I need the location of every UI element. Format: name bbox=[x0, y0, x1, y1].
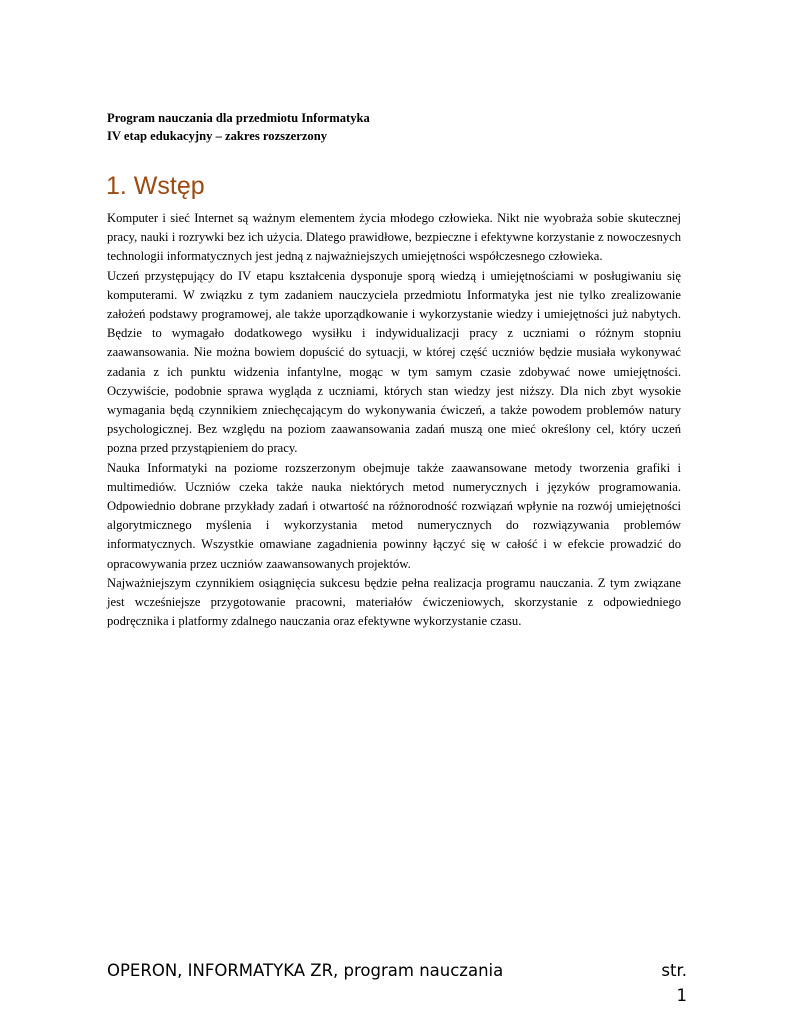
header-subtitle: IV etap edukacyjny – zakres rozszerzony bbox=[107, 128, 328, 143]
page-number: str. 1 bbox=[661, 961, 687, 1005]
paragraph-3: Nauka Informatyki na poziome rozszerzonym obejmuje także zaawansowane metody tworzenia grafiki i multimediów. Uczniów czeka także nauka niektórych metod numerycznych i języków programowania. Odpowiednio dobrane przykłady zadań i otwartość na różnorodność rozwiązań wpłynie na rozwój umiejętności algorytmicznego myślenia i wykorzystania metod numerycznych do rozwiązywania problemów informatycznych. Wszystkie omawiane zagadnienia powinny łączyć się w całość i w efekcie prowadzić do opracowywania przez uczniów zaawansowanych projektów. bbox=[107, 460, 681, 571]
section-heading: 1. Wstęp bbox=[106, 172, 205, 200]
section-body bbox=[107, 209, 681, 631]
paragraph-2: Uczeń przystępujący do IV etapu kształcenia dysponuje sporą wiedzą i umiejętnościami w posługiwaniu się komputerami. W związku z tym zadaniem nauczyciela przedmiotu Informatyka jest nie tylko zrealizowanie założeń podstawy programowej, ale także uporządkowanie i wykorzystanie wiedzy i umiejętności już nabytych. Będzie to wymagało dodatkowego wysiłku i indywidualizacji pracy z uczniami o różnym stopniu zaawansowania. Nie można bowiem dopuścić do sytuacji, w której część uczniów będzie musiała wykonywać zadania z ich punktu widzenia infantylne, mogąc w tym samym czasie zdobywać nowe umiejętności. Oczywiście, podobnie sprawa wygląda z uczniami, których stan wiedzy jest niższy. Dla nich zbyt wysokie wymagania będą czynnikiem zniechęcającym do wykonywania ćwiczeń, a także powodem problemów natury psychologicznej. Bez względu na poziom zaawansowania zadań muszą one mieć określony cel, który uczeń pozna przed przystąpieniem do pracy. bbox=[107, 268, 681, 456]
document-header bbox=[107, 110, 687, 145]
paragraph-4: Najważniejszym czynnikiem osiągnięcia sukcesu będzie pełna realizacja programu nauczania. Z tym związane jest wcześniejsze przygotowanie pracowni, materiałów ćwiczeniowych, skorzystanie z odpowiedniego podręcznika i platformy zdalnego nauczania oraz efektywne wykorzystanie czasu. bbox=[107, 575, 681, 629]
footer-title: OPERON, INFORMATYKA ZR, program nauczania bbox=[107, 961, 504, 980]
header-title: Program nauczania dla przedmiotu Informatyka bbox=[107, 111, 370, 125]
paragraph-1: Komputer i sieć Internet są ważnym elementem życia młodego człowieka. Nikt nie wyobraża sobie skutecznej pracy, nauki i rozrywki bez ich użycia. Dlatego prawidłowe, bezpieczne i efektywne korzystanie z nowoczesnych technologii informatycznych jest jedną z najważniejszych umiejętności współczesnego człowieka. bbox=[107, 211, 681, 264]
